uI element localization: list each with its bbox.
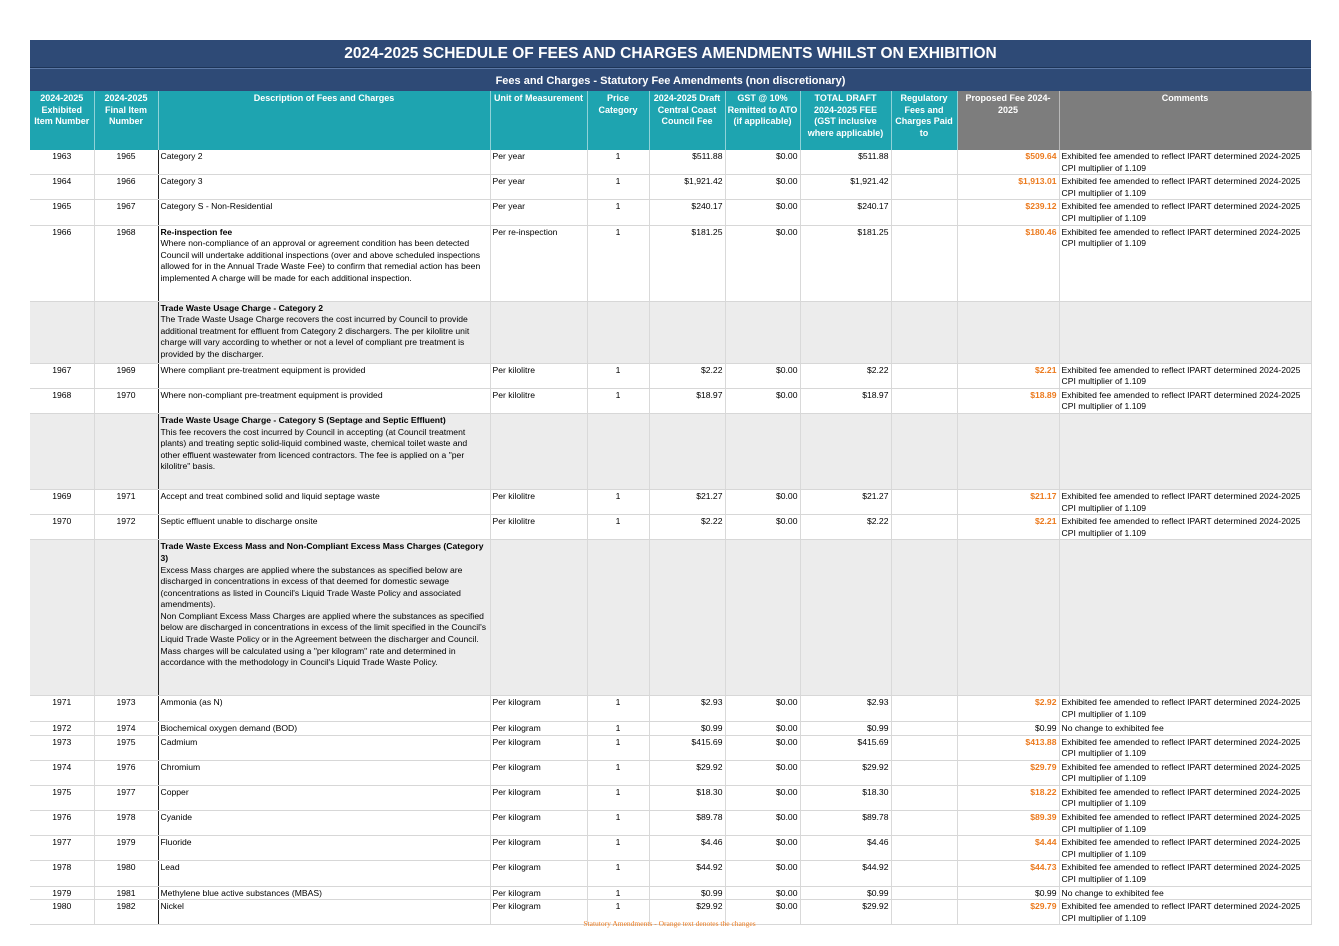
unit-cell: Per kilogram (490, 721, 587, 735)
table-row (30, 150, 1311, 175)
gst-cell: $0.00 (725, 811, 800, 836)
draft-fee-cell (649, 301, 725, 363)
comment-cell: Exhibited fee amended to reflect IPART determined 2024-2025 CPI multiplier of 1.109 (1059, 861, 1311, 886)
price-category-cell: 1 (587, 388, 649, 413)
gst-cell: $0.00 (725, 861, 800, 886)
draft-fee-cell: $29.92 (649, 760, 725, 785)
comment-cell: Exhibited fee amended to reflect IPART determined 2024-2025 CPI multiplier of 1.109 (1059, 900, 1311, 925)
description-text: Copper (160, 786, 189, 797)
final-item-cell: 1967 (94, 200, 158, 225)
final-item-cell (94, 413, 158, 489)
table-row (30, 785, 1311, 810)
unit-cell (490, 301, 587, 363)
unit-cell: Per kilogram (490, 861, 587, 886)
description-text: Chromium (160, 761, 201, 772)
description-cell (158, 413, 490, 489)
gst-cell: $0.00 (725, 721, 800, 735)
draft-fee-cell: $44.92 (649, 861, 725, 886)
price-category-cell: 1 (587, 515, 649, 540)
exhibited-item-cell: 1966 (30, 225, 94, 301)
price-category-cell: 1 (587, 760, 649, 785)
price-category-cell: 1 (587, 836, 649, 861)
description-text: The Trade Waste Usage Charge recovers the cost incurred by Council to provide additional treatment for effluent from Category 2 dischargers. The per kilolitre unit charge will vary according to whether or not a level of compliant pre treatment is provided by the discharger. (160, 314, 470, 359)
exhibited-item-cell: 1963 (30, 150, 94, 175)
exhibited-item-cell: 1965 (30, 200, 94, 225)
col-price-category: Price Category (587, 91, 649, 150)
table-row (30, 735, 1311, 760)
regulatory-cell (891, 760, 957, 785)
group-row (30, 301, 1311, 363)
gst-cell (725, 413, 800, 489)
exhibited-item-cell: 1975 (30, 785, 94, 810)
unit-cell: Per kilolitre (490, 363, 587, 388)
draft-fee-cell: $89.78 (649, 811, 725, 836)
comment-cell: Exhibited fee amended to reflect IPART determined 2024-2025 CPI multiplier of 1.109 (1059, 515, 1311, 540)
final-item-cell: 1978 (94, 811, 158, 836)
description-cell (158, 721, 490, 735)
unit-cell: Per kilogram (490, 900, 587, 925)
total-fee-cell: $181.25 (800, 225, 891, 301)
price-category-cell: 1 (587, 696, 649, 721)
comment-cell (1059, 413, 1311, 489)
table-row (30, 200, 1311, 225)
description-heading: Trade Waste Usage Charge - Category 2 (160, 302, 324, 313)
gst-cell: $0.00 (725, 175, 800, 200)
total-fee-cell: $2.22 (800, 515, 891, 540)
final-item-cell (94, 540, 158, 696)
price-category-cell: 1 (587, 225, 649, 301)
comment-cell (1059, 301, 1311, 363)
unit-cell: Per kilolitre (490, 489, 587, 514)
description-text: Category S - Non-Residential (160, 201, 273, 212)
regulatory-cell (891, 861, 957, 886)
total-fee-cell: $21.27 (800, 489, 891, 514)
total-fee-cell: $4.46 (800, 836, 891, 861)
gst-cell: $0.00 (725, 900, 800, 925)
proposed-fee-cell: $44.73 (957, 861, 1059, 886)
gst-cell: $0.00 (725, 388, 800, 413)
header-row (30, 91, 1311, 150)
description-text: Cadmium (160, 736, 198, 747)
gst-cell: $0.00 (725, 150, 800, 175)
description-text: Biochemical oxygen demand (BOD) (160, 722, 298, 733)
proposed-fee-cell: $180.46 (957, 225, 1059, 301)
gst-cell: $0.00 (725, 363, 800, 388)
description-cell (158, 785, 490, 810)
exhibited-item-cell: 1976 (30, 811, 94, 836)
gst-cell: $0.00 (725, 886, 800, 900)
table-row (30, 811, 1311, 836)
proposed-fee-cell: $29.79 (957, 900, 1059, 925)
description-cell (158, 200, 490, 225)
exhibited-item-cell: 1974 (30, 760, 94, 785)
exhibited-item-cell (30, 540, 94, 696)
draft-fee-cell: $2.22 (649, 515, 725, 540)
description-text: Where non-compliance of an approval or agreement condition has been detected Council will undertake additional inspections (over and above scheduled inspections allowed for in the Annual Trade Waste Fee) to confirm that remedial action has been implemented A charge will be made for each additional inspection. (160, 238, 481, 283)
description-cell (158, 489, 490, 514)
description-cell (158, 735, 490, 760)
description-cell (158, 811, 490, 836)
comment-cell: Exhibited fee amended to reflect IPART determined 2024-2025 CPI multiplier of 1.109 (1059, 735, 1311, 760)
regulatory-cell (891, 721, 957, 735)
unit-cell: Per kilogram (490, 785, 587, 810)
description-cell (158, 886, 490, 900)
final-item-cell: 1969 (94, 363, 158, 388)
col-exhibited-item: 2024-2025 Exhibited Item Number (30, 91, 94, 150)
proposed-fee-cell: $18.22 (957, 785, 1059, 810)
comment-cell (1059, 540, 1311, 696)
gst-cell: $0.00 (725, 785, 800, 810)
final-item-cell: 1975 (94, 735, 158, 760)
price-category-cell: 1 (587, 721, 649, 735)
price-category-cell: 1 (587, 811, 649, 836)
gst-cell: $0.00 (725, 735, 800, 760)
table-row (30, 225, 1311, 301)
regulatory-cell (891, 886, 957, 900)
description-cell (158, 861, 490, 886)
col-comments: Comments (1059, 91, 1311, 150)
table-row (30, 363, 1311, 388)
regulatory-cell (891, 515, 957, 540)
final-item-cell (94, 301, 158, 363)
col-description: Description of Fees and Charges (158, 91, 490, 150)
col-draft-fee: 2024-2025 Draft Central Coast Council Fee (649, 91, 725, 150)
unit-cell (490, 540, 587, 696)
gst-cell: $0.00 (725, 200, 800, 225)
description-text: Septic effluent unable to discharge onsite (160, 516, 318, 527)
price-category-cell: 1 (587, 489, 649, 514)
comment-cell: Exhibited fee amended to reflect IPART determined 2024-2025 CPI multiplier of 1.109 (1059, 785, 1311, 810)
proposed-fee-cell: $89.39 (957, 811, 1059, 836)
section-subtitle: Fees and Charges - Statutory Fee Amendments (non discretionary) (30, 68, 1311, 91)
price-category-cell (587, 540, 649, 696)
exhibited-item-cell: 1968 (30, 388, 94, 413)
unit-cell: Per kilogram (490, 836, 587, 861)
exhibited-item-cell: 1978 (30, 861, 94, 886)
gst-cell (725, 540, 800, 696)
total-fee-cell: $18.30 (800, 785, 891, 810)
comment-cell: No change to exhibited fee (1059, 721, 1311, 735)
col-final-item: 2024-2025 Final Item Number (94, 91, 158, 150)
final-item-cell: 1974 (94, 721, 158, 735)
comment-cell: Exhibited fee amended to reflect IPART determined 2024-2025 CPI multiplier of 1.109 (1059, 696, 1311, 721)
comment-cell: Exhibited fee amended to reflect IPART determined 2024-2025 CPI multiplier of 1.109 (1059, 760, 1311, 785)
description-text: This fee recovers the cost incurred by Council in accepting (at Council treatment plants) and treating septic solid-liquid combined waste, chemical toilet waste and other effluent wastewater from licenced contractors. The fee is applied on a "per kilolitre" basis. (160, 426, 468, 472)
proposed-fee-cell: $29.79 (957, 760, 1059, 785)
regulatory-cell (891, 696, 957, 721)
regulatory-cell (891, 489, 957, 514)
total-fee-cell (800, 413, 891, 489)
price-category-cell: 1 (587, 900, 649, 925)
price-category-cell (587, 413, 649, 489)
description-cell (158, 760, 490, 785)
final-item-cell: 1980 (94, 861, 158, 886)
proposed-fee-cell: $239.12 (957, 200, 1059, 225)
table-row (30, 886, 1311, 900)
description-cell (158, 225, 490, 301)
regulatory-cell (891, 200, 957, 225)
unit-cell: Per re-inspection (490, 225, 587, 301)
unit-cell: Per year (490, 150, 587, 175)
draft-fee-cell: $18.30 (649, 785, 725, 810)
description-paragraph: Mass charges will be calculated using a "per kilogram" rate and determined in accordance with the methodology in Council's Liquid Trade Waste Policy. (160, 645, 456, 668)
draft-fee-cell: $0.99 (649, 721, 725, 735)
draft-fee-cell: $181.25 (649, 225, 725, 301)
price-category-cell: 1 (587, 150, 649, 175)
description-cell (158, 150, 490, 175)
price-category-cell: 1 (587, 175, 649, 200)
exhibited-item-cell: 1971 (30, 696, 94, 721)
unit-cell: Per kilogram (490, 886, 587, 900)
proposed-fee-cell (957, 540, 1059, 696)
proposed-fee-cell: $18.89 (957, 388, 1059, 413)
total-fee-cell: $29.92 (800, 900, 891, 925)
description-cell (158, 515, 490, 540)
unit-cell: Per kilolitre (490, 388, 587, 413)
total-fee-cell: $0.99 (800, 721, 891, 735)
regulatory-cell (891, 225, 957, 301)
exhibited-item-cell (30, 301, 94, 363)
gst-cell: $0.00 (725, 489, 800, 514)
total-fee-cell: $2.93 (800, 696, 891, 721)
exhibited-item-cell: 1969 (30, 489, 94, 514)
price-category-cell: 1 (587, 363, 649, 388)
comment-cell: Exhibited fee amended to reflect IPART determined 2024-2025 CPI multiplier of 1.109 (1059, 811, 1311, 836)
description-cell (158, 388, 490, 413)
unit-cell: Per year (490, 200, 587, 225)
table-row (30, 760, 1311, 785)
price-category-cell: 1 (587, 886, 649, 900)
gst-cell: $0.00 (725, 225, 800, 301)
unit-cell: Per kilogram (490, 696, 587, 721)
unit-cell: Per kilolitre (490, 515, 587, 540)
exhibited-item-cell: 1967 (30, 363, 94, 388)
description-cell (158, 301, 490, 363)
gst-cell (725, 301, 800, 363)
total-fee-cell: $18.97 (800, 388, 891, 413)
exhibited-item-cell: 1970 (30, 515, 94, 540)
regulatory-cell (891, 735, 957, 760)
regulatory-cell (891, 150, 957, 175)
table-row (30, 175, 1311, 200)
description-text: Accept and treat combined solid and liquid septage waste (160, 490, 380, 501)
proposed-fee-cell (957, 413, 1059, 489)
group-row (30, 540, 1311, 696)
price-category-cell: 1 (587, 785, 649, 810)
proposed-fee-cell (957, 301, 1059, 363)
total-fee-cell: $1,921.42 (800, 175, 891, 200)
unit-cell: Per year (490, 175, 587, 200)
total-fee-cell: $0.99 (800, 886, 891, 900)
unit-cell: Per kilogram (490, 760, 587, 785)
draft-fee-cell: $511.88 (649, 150, 725, 175)
final-item-cell: 1972 (94, 515, 158, 540)
unit-cell (490, 413, 587, 489)
proposed-fee-cell: $4.44 (957, 836, 1059, 861)
final-item-cell: 1979 (94, 836, 158, 861)
description-cell (158, 836, 490, 861)
table-row (30, 388, 1311, 413)
unit-cell: Per kilogram (490, 811, 587, 836)
total-fee-cell: $2.22 (800, 363, 891, 388)
exhibited-item-cell (30, 413, 94, 489)
comment-cell: Exhibited fee amended to reflect IPART determined 2024-2025 CPI multiplier of 1.109 (1059, 363, 1311, 388)
exhibited-item-cell: 1964 (30, 175, 94, 200)
fee-schedule-sheet (30, 40, 1311, 925)
page-title: 2024-2025 SCHEDULE OF FEES AND CHARGES AMENDMENTS WHILST ON EXHIBITION (30, 40, 1311, 68)
regulatory-cell (891, 413, 957, 489)
col-proposed-fee: Proposed Fee 2024-2025 (957, 91, 1059, 150)
table-row (30, 696, 1311, 721)
exhibited-item-cell: 1979 (30, 886, 94, 900)
draft-fee-cell: $415.69 (649, 735, 725, 760)
description-text: Cyanide (160, 812, 193, 823)
description-heading: Trade Waste Usage Charge - Category S (Septage and Septic Effluent) (160, 414, 446, 425)
final-item-cell: 1973 (94, 696, 158, 721)
proposed-fee-cell: $509.64 (957, 150, 1059, 175)
description-text: Fluoride (160, 837, 192, 848)
table-row (30, 861, 1311, 886)
final-item-cell: 1971 (94, 489, 158, 514)
table-body (30, 150, 1311, 925)
regulatory-cell (891, 540, 957, 696)
col-gst: GST @ 10% Remitted to ATO (if applicable) (725, 91, 800, 150)
description-text: Nickel (160, 901, 184, 912)
price-category-cell: 1 (587, 861, 649, 886)
draft-fee-cell: $18.97 (649, 388, 725, 413)
comment-cell: Exhibited fee amended to reflect IPART determined 2024-2025 CPI multiplier of 1.109 (1059, 225, 1311, 301)
table-row (30, 515, 1311, 540)
description-text: Ammonia (as N) (160, 697, 223, 708)
draft-fee-cell: $4.46 (649, 836, 725, 861)
total-fee-cell: $29.92 (800, 760, 891, 785)
proposed-fee-cell: $2.92 (957, 696, 1059, 721)
exhibited-item-cell: 1980 (30, 900, 94, 925)
footer-note: Statutory Amendments - Orange text denotes the changes (583, 919, 756, 928)
table-row (30, 836, 1311, 861)
draft-fee-cell (649, 413, 725, 489)
proposed-fee-cell: $0.99 (957, 886, 1059, 900)
regulatory-cell (891, 836, 957, 861)
exhibited-item-cell: 1977 (30, 836, 94, 861)
exhibited-item-cell: 1972 (30, 721, 94, 735)
total-fee-cell: $89.78 (800, 811, 891, 836)
col-total-fee: TOTAL DRAFT 2024-2025 FEE (GST inclusive where applicable) (800, 91, 891, 150)
comment-cell: Exhibited fee amended to reflect IPART determined 2024-2025 CPI multiplier of 1.109 (1059, 175, 1311, 200)
group-row (30, 413, 1311, 489)
total-fee-cell: $415.69 (800, 735, 891, 760)
description-text: Category 2 (160, 151, 203, 161)
total-fee-cell: $240.17 (800, 200, 891, 225)
price-category-cell: 1 (587, 200, 649, 225)
gst-cell: $0.00 (725, 836, 800, 861)
proposed-fee-cell: $21.17 (957, 489, 1059, 514)
exhibited-item-cell: 1973 (30, 735, 94, 760)
draft-fee-cell: $2.22 (649, 363, 725, 388)
regulatory-cell (891, 363, 957, 388)
gst-cell: $0.00 (725, 760, 800, 785)
description-text: Where non-compliant pre-treatment equipment is provided (160, 389, 383, 400)
final-item-cell: 1966 (94, 175, 158, 200)
description-text: Lead (160, 862, 180, 873)
description-paragraph: Non Compliant Excess Mass Charges are applied where the substances as specified below are discharged in concentrations in excess of the limit specified in the Council's Liquid Trade Waste Policy or in the Agreement between the discharger and Council. (160, 610, 487, 645)
proposed-fee-cell: $413.88 (957, 735, 1059, 760)
final-item-cell: 1981 (94, 886, 158, 900)
comment-cell: Exhibited fee amended to reflect IPART determined 2024-2025 CPI multiplier of 1.109 (1059, 200, 1311, 225)
price-category-cell: 1 (587, 735, 649, 760)
gst-cell: $0.00 (725, 696, 800, 721)
total-fee-cell (800, 540, 891, 696)
regulatory-cell (891, 301, 957, 363)
comment-cell: Exhibited fee amended to reflect IPART determined 2024-2025 CPI multiplier of 1.109 (1059, 836, 1311, 861)
description-heading: Re-inspection fee (160, 226, 233, 237)
comment-cell: No change to exhibited fee (1059, 886, 1311, 900)
unit-cell: Per kilogram (490, 735, 587, 760)
draft-fee-cell: $1,921.42 (649, 175, 725, 200)
description-cell (158, 363, 490, 388)
comment-cell: Exhibited fee amended to reflect IPART determined 2024-2025 CPI multiplier of 1.109 (1059, 150, 1311, 175)
final-item-cell: 1965 (94, 150, 158, 175)
regulatory-cell (891, 388, 957, 413)
table-row (30, 721, 1311, 735)
table-row (30, 489, 1311, 514)
draft-fee-cell: $0.99 (649, 886, 725, 900)
price-category-cell (587, 301, 649, 363)
draft-fee-cell: $240.17 (649, 200, 725, 225)
draft-fee-cell: $29.92 (649, 900, 725, 925)
draft-fee-cell: $21.27 (649, 489, 725, 514)
final-item-cell: 1968 (94, 225, 158, 301)
proposed-fee-cell: $2.21 (957, 363, 1059, 388)
col-regulatory: Regulatory Fees and Charges Paid to (891, 91, 957, 150)
comment-cell: Exhibited fee amended to reflect IPART determined 2024-2025 CPI multiplier of 1.109 (1059, 388, 1311, 413)
regulatory-cell (891, 785, 957, 810)
description-paragraph: Excess Mass charges are applied where the substances as specified below are discharged in concentrations in excess of that deemed for domestic sewage (concentrations as listed in Council's Liquid Trade Waste Policy and associated amendments). (160, 564, 463, 610)
description-cell (158, 540, 490, 696)
gst-cell: $0.00 (725, 515, 800, 540)
description-text: Methylene blue active substances (MBAS) (160, 887, 322, 898)
description-cell (158, 696, 490, 721)
final-item-cell: 1977 (94, 785, 158, 810)
draft-fee-cell (649, 540, 725, 696)
proposed-fee-cell: $1,913.01 (957, 175, 1059, 200)
description-heading: Trade Waste Excess Mass and Non-Compliant Excess Mass Charges (Category 3) (160, 541, 484, 563)
total-fee-cell: $511.88 (800, 150, 891, 175)
description-text: Where compliant pre-treatment equipment is provided (160, 364, 366, 375)
description-cell (158, 175, 490, 200)
final-item-cell: 1982 (94, 900, 158, 925)
total-fee-cell: $44.92 (800, 861, 891, 886)
final-item-cell: 1970 (94, 388, 158, 413)
proposed-fee-cell: $2.21 (957, 515, 1059, 540)
total-fee-cell (800, 301, 891, 363)
regulatory-cell (891, 175, 957, 200)
fees-table (30, 91, 1312, 925)
draft-fee-cell: $2.93 (649, 696, 725, 721)
comment-cell: Exhibited fee amended to reflect IPART determined 2024-2025 CPI multiplier of 1.109 (1059, 489, 1311, 514)
regulatory-cell (891, 811, 957, 836)
description-text: Category 3 (160, 176, 203, 187)
final-item-cell: 1976 (94, 760, 158, 785)
proposed-fee-cell: $0.99 (957, 721, 1059, 735)
col-unit: Unit of Measurement (490, 91, 587, 150)
